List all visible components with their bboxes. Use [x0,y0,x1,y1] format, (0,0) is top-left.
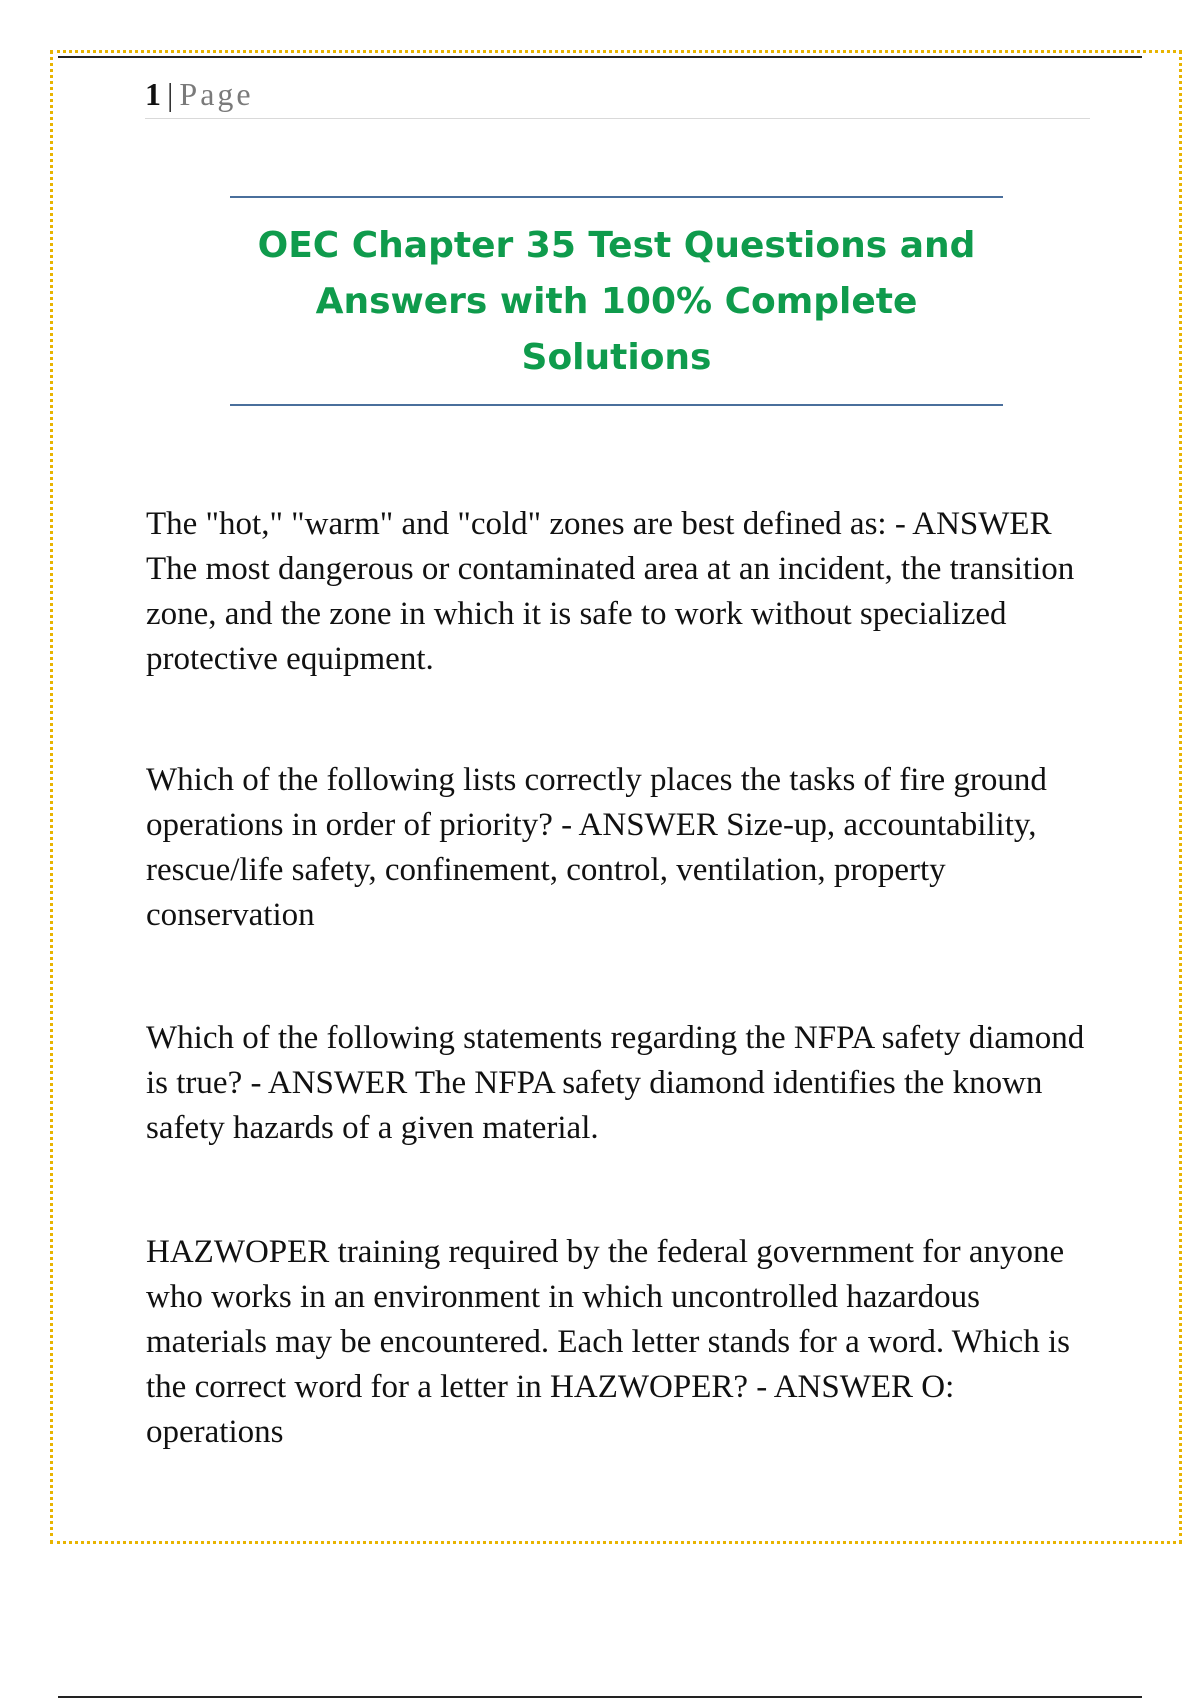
document-title: OEC Chapter 35 Test Questions and Answers with 100% Complete Solutions [257,225,976,378]
top-rule [58,56,1142,58]
page-label: Page [179,76,254,112]
bottom-rule [58,1696,1142,1698]
page-number: 1 [145,76,161,112]
qa-item: Which of the following statements regarding the NFPA safety diamond is true? - ANSWER The NFPA safety diamond identifies the known safety hazards of a given material. [146,1020,1085,1146]
title-rule-bottom [230,404,1003,406]
qa-item: The "hot," "warm" and "cold" zones are best defined as: - ANSWER The most dangerous or contaminated area at an incident, the transition zone, and the zone in which it is safe to work without specialized protective equipment. [146,506,1075,677]
qa-item: HAZWOPER training required by the federal government for anyone who works in an environment in which uncontrolled hazardous materials may be encountered. Each letter stands for a word. Which is the correct word for a letter in HAZWOPER? - ANSWER O: operations [146,1234,1070,1450]
page-separator: | [167,76,174,112]
title-rule-top [230,196,1003,198]
page-header [145,74,1090,119]
qa-item: Which of the following lists correctly places the tasks of fire ground operations in order of priority? - ANSWER Size-up, accountability, rescue/life safety, confinement, control, ventilation, property conservation [146,762,1047,933]
